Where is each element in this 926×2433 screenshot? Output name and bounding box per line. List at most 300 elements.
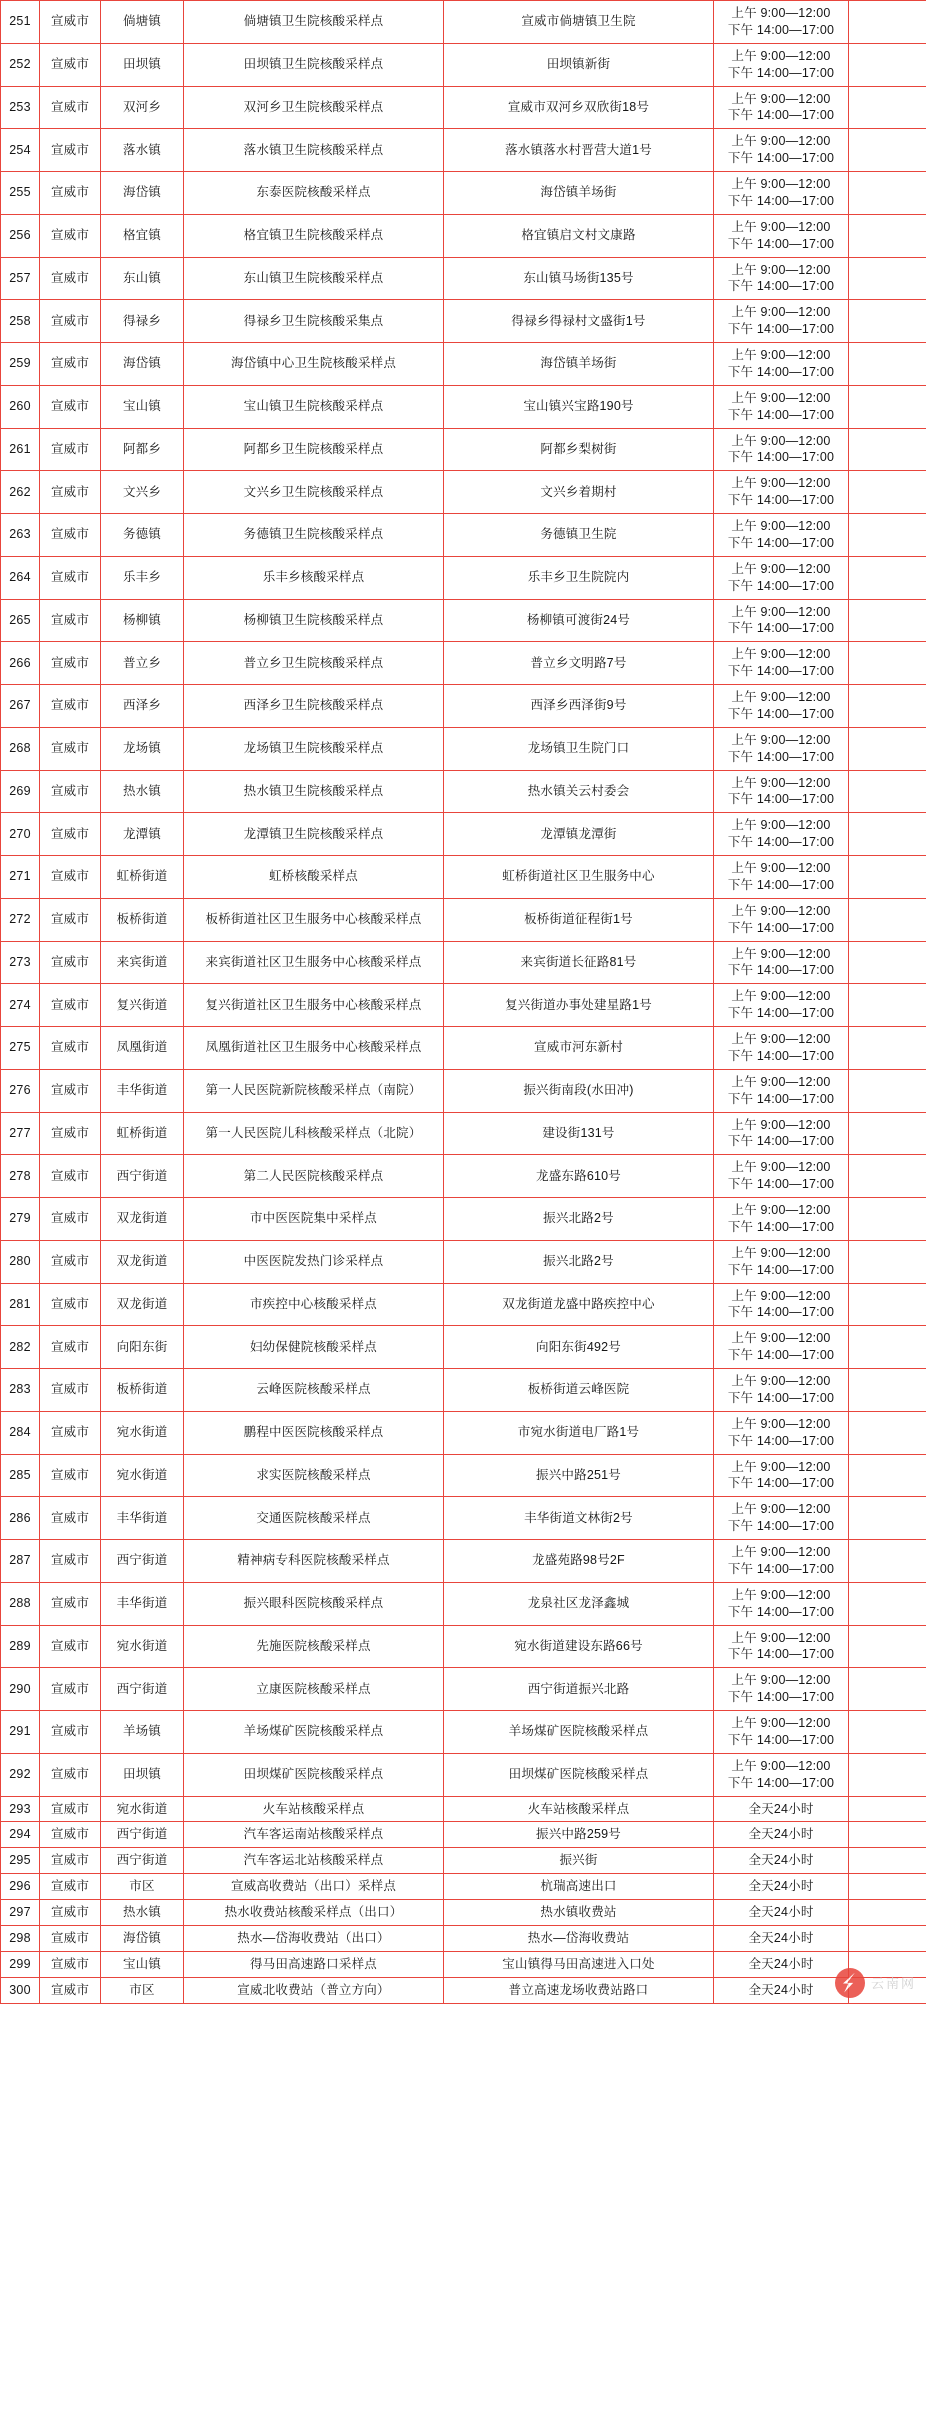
cell-town: 龙场镇 <box>101 727 184 770</box>
cell-note <box>849 1848 926 1874</box>
time-morning: 上午 9:00—12:00 <box>731 1459 831 1474</box>
time-range <box>716 646 846 680</box>
cell-town: 丰华街道 <box>101 1497 184 1540</box>
cell-note <box>849 1283 926 1326</box>
time-range <box>716 817 846 851</box>
time-morning: 上午 9:00—12:00 <box>731 1758 831 1773</box>
cell-index: 259 <box>1 343 40 386</box>
time-afternoon: 下午 14:00—17:00 <box>727 1647 835 1662</box>
cell-time <box>714 1411 849 1454</box>
cell-site-name: 龙潭镇卫生院核酸采样点 <box>184 813 444 856</box>
cell-site-name: 文兴乡卫生院核酸采样点 <box>184 471 444 514</box>
time-morning: 上午 9:00—12:00 <box>731 861 831 875</box>
time-afternoon: 下午 14:00—17:00 <box>727 1305 835 1320</box>
cell-site-name: 市中医医院集中采样点 <box>184 1198 444 1241</box>
cell-town: 海岱镇 <box>101 1925 184 1951</box>
time-morning: 上午 9:00—12:00 <box>731 1374 831 1388</box>
cell-area: 宣威市 <box>40 1454 101 1497</box>
cell-note <box>849 471 926 514</box>
cell-town: 西宁街道 <box>101 1155 184 1198</box>
time-afternoon: 下午 14:00—17:00 <box>727 792 835 807</box>
cell-time <box>714 727 849 770</box>
cell-note <box>849 1668 926 1711</box>
time-morning: 上午 9:00—12:00 <box>731 1203 831 1217</box>
cell-town: 市区 <box>101 1874 184 1900</box>
time-afternoon: 下午 14:00—17:00 <box>727 1348 835 1363</box>
cell-site-name: 乐丰乡核酸采样点 <box>184 556 444 599</box>
cell-address: 振兴中路259号 <box>444 1822 714 1848</box>
time-allday: 全天24小时 <box>748 1956 814 1971</box>
time-afternoon: 下午 14:00—17:00 <box>727 749 835 764</box>
time-afternoon: 下午 14:00—17:00 <box>727 621 835 636</box>
cell-site-name: 求实医院核酸采样点 <box>184 1454 444 1497</box>
time-afternoon: 下午 14:00—17:00 <box>727 1775 835 1790</box>
cell-note <box>849 984 926 1027</box>
time-range <box>716 1159 846 1193</box>
cell-address: 杭瑞高速出口 <box>444 1874 714 1900</box>
cell-town: 文兴乡 <box>101 471 184 514</box>
cell-time <box>714 1454 849 1497</box>
cell-town: 西泽乡 <box>101 685 184 728</box>
time-morning: 上午 9:00—12:00 <box>731 732 831 747</box>
cell-index: 257 <box>1 257 40 300</box>
cell-time <box>714 1069 849 1112</box>
cell-town: 倘塘镇 <box>101 1 184 44</box>
cell-index: 284 <box>1 1411 40 1454</box>
cell-time <box>714 1582 849 1625</box>
cell-address: 田坝煤矿医院核酸采样点 <box>444 1753 714 1796</box>
table-row <box>1 1454 926 1497</box>
time-range <box>716 1630 846 1664</box>
time-afternoon: 下午 14:00—17:00 <box>727 193 835 208</box>
cell-area: 宣威市 <box>40 1497 101 1540</box>
table-row <box>1 1582 926 1625</box>
cell-town: 虹桥街道 <box>101 856 184 899</box>
cell-address: 振兴街南段(水田冲) <box>444 1069 714 1112</box>
time-afternoon: 下午 14:00—17:00 <box>727 151 835 166</box>
time-allday: 全天24小时 <box>748 1930 814 1945</box>
cell-time <box>714 1326 849 1369</box>
table-row <box>1 1326 926 1369</box>
cell-note <box>849 214 926 257</box>
cell-index: 253 <box>1 86 40 129</box>
table-row <box>1 1411 926 1454</box>
cell-note <box>849 1240 926 1283</box>
cell-note <box>849 129 926 172</box>
time-range <box>716 1758 846 1792</box>
cell-note <box>849 172 926 215</box>
time-afternoon: 下午 14:00—17:00 <box>727 1048 835 1063</box>
cell-address: 火车站核酸采样点 <box>444 1796 714 1822</box>
cell-site-name: 得禄乡卫生院核酸采集点 <box>184 300 444 343</box>
time-morning: 上午 9:00—12:00 <box>731 519 831 533</box>
cell-time <box>714 941 849 984</box>
cell-note <box>849 1155 926 1198</box>
cell-time <box>714 1900 849 1926</box>
cell-address: 得禄乡得禄村文盛街1号 <box>444 300 714 343</box>
cell-town: 西宁街道 <box>101 1540 184 1583</box>
time-morning: 上午 9:00—12:00 <box>731 1545 831 1559</box>
time-range <box>716 946 846 980</box>
cell-address: 海岱镇羊场街 <box>444 343 714 386</box>
time-afternoon: 下午 14:00—17:00 <box>727 1519 835 1534</box>
cell-time <box>714 1711 849 1754</box>
cell-town: 龙潭镇 <box>101 813 184 856</box>
cell-address: 宣威市倘塘镇卫生院 <box>444 1 714 44</box>
time-range <box>716 347 846 381</box>
cell-note <box>849 1 926 44</box>
cell-site-name: 格宜镇卫生院核酸采样点 <box>184 214 444 257</box>
table-row <box>1 556 926 599</box>
cell-time <box>714 599 849 642</box>
table-row <box>1 642 926 685</box>
table-row <box>1 172 926 215</box>
cell-time <box>714 1925 849 1951</box>
cell-address: 复兴街道办事处建星路1号 <box>444 984 714 1027</box>
time-range <box>716 176 846 210</box>
cell-index: 275 <box>1 1027 40 1070</box>
cell-site-name: 海岱镇中心卫生院核酸采样点 <box>184 343 444 386</box>
watermark-label: 云南网 <box>870 1976 916 1991</box>
cell-time <box>714 1753 849 1796</box>
time-morning: 上午 9:00—12:00 <box>731 1074 831 1089</box>
cell-town: 宛水街道 <box>101 1625 184 1668</box>
cell-note <box>849 1198 926 1241</box>
cell-address: 普立高速龙场收费站路口 <box>444 1977 714 2003</box>
cell-address: 羊场煤矿医院核酸采样点 <box>444 1711 714 1754</box>
cell-site-name: 热水收费站核酸采样点（出口） <box>184 1900 444 1926</box>
cell-index: 256 <box>1 214 40 257</box>
cell-area: 宣威市 <box>40 1 101 44</box>
cell-area: 宣威市 <box>40 813 101 856</box>
cell-index: 258 <box>1 300 40 343</box>
cell-index: 300 <box>1 1977 40 2003</box>
cell-time <box>714 300 849 343</box>
table-row <box>1 856 926 899</box>
cell-town: 热水镇 <box>101 1900 184 1926</box>
cell-site-name: 精神病专科医院核酸采样点 <box>184 1540 444 1583</box>
cell-area: 宣威市 <box>40 1925 101 1951</box>
cell-address: 来宾街道长征路81号 <box>444 941 714 984</box>
cell-area: 宣威市 <box>40 685 101 728</box>
cell-site-name: 复兴街道社区卫生服务中心核酸采样点 <box>184 984 444 1027</box>
cell-index: 281 <box>1 1283 40 1326</box>
cell-time <box>714 129 849 172</box>
cell-index: 251 <box>1 1 40 44</box>
cell-note <box>849 1874 926 1900</box>
table-row <box>1 1369 926 1412</box>
cell-time <box>714 685 849 728</box>
cell-area: 宣威市 <box>40 1874 101 1900</box>
cell-time <box>714 1874 849 1900</box>
cell-area: 宣威市 <box>40 86 101 129</box>
cell-site-name: 宣威北收费站（普立方向） <box>184 1977 444 2003</box>
time-afternoon: 下午 14:00—17:00 <box>727 1690 835 1705</box>
cell-index: 270 <box>1 813 40 856</box>
table-row <box>1 984 926 1027</box>
cell-site-name: 鹏程中医医院核酸采样点 <box>184 1411 444 1454</box>
cell-time <box>714 1625 849 1668</box>
cell-address: 热水镇关云村委会 <box>444 770 714 813</box>
cell-area: 宣威市 <box>40 1711 101 1754</box>
time-morning: 上午 9:00—12:00 <box>731 818 831 833</box>
cell-note <box>849 1326 926 1369</box>
cell-index: 288 <box>1 1582 40 1625</box>
time-morning: 上午 9:00—12:00 <box>731 1288 831 1303</box>
time-range <box>716 518 846 552</box>
cell-site-name: 第一人民医院儿科核酸采样点（北院） <box>184 1112 444 1155</box>
cell-town: 板桥街道 <box>101 1369 184 1412</box>
table-row <box>1 43 926 86</box>
cell-time <box>714 1951 849 1977</box>
time-range <box>716 475 846 509</box>
cell-area: 宣威市 <box>40 1796 101 1822</box>
cell-site-name: 东泰医院核酸采样点 <box>184 172 444 215</box>
cell-area: 宣威市 <box>40 1411 101 1454</box>
cell-note <box>849 1796 926 1822</box>
cell-address: 文兴乡着期村 <box>444 471 714 514</box>
time-afternoon: 下午 14:00—17:00 <box>727 1091 835 1106</box>
cell-address: 振兴中路251号 <box>444 1454 714 1497</box>
table-row <box>1 1977 926 2003</box>
cell-note <box>849 514 926 557</box>
cell-area: 宣威市 <box>40 856 101 899</box>
table-row <box>1 471 926 514</box>
time-afternoon: 下午 14:00—17:00 <box>727 1561 835 1576</box>
time-afternoon: 下午 14:00—17:00 <box>727 963 835 978</box>
cell-area: 宣威市 <box>40 385 101 428</box>
cell-index: 263 <box>1 514 40 557</box>
cell-address: 热水—岱海收费站 <box>444 1925 714 1951</box>
cell-town: 双龙街道 <box>101 1198 184 1241</box>
cell-address: 丰华街道文林街2号 <box>444 1497 714 1540</box>
cell-index: 265 <box>1 599 40 642</box>
cell-site-name: 田坝镇卫生院核酸采样点 <box>184 43 444 86</box>
cell-town: 海岱镇 <box>101 343 184 386</box>
table-row <box>1 1796 926 1822</box>
cell-time <box>714 1198 849 1241</box>
time-morning: 上午 9:00—12:00 <box>731 91 831 106</box>
cell-area: 宣威市 <box>40 727 101 770</box>
cell-index: 295 <box>1 1848 40 1874</box>
cell-note <box>849 813 926 856</box>
table-row <box>1 1198 926 1241</box>
table-row <box>1 514 926 557</box>
cell-index: 271 <box>1 856 40 899</box>
cell-address: 田坝镇新街 <box>444 43 714 86</box>
cell-site-name: 先施医院核酸采样点 <box>184 1625 444 1668</box>
time-afternoon: 下午 14:00—17:00 <box>727 65 835 80</box>
cell-address: 宛水街道建设东路66号 <box>444 1625 714 1668</box>
time-afternoon: 下午 14:00—17:00 <box>727 664 835 679</box>
cell-address: 普立乡文明路7号 <box>444 642 714 685</box>
cell-address: 振兴北路2号 <box>444 1240 714 1283</box>
cell-site-name: 板桥街道社区卫生服务中心核酸采样点 <box>184 898 444 941</box>
table-row <box>1 1497 926 1540</box>
cell-site-name: 第二人民医院核酸采样点 <box>184 1155 444 1198</box>
cell-town: 市区 <box>101 1977 184 2003</box>
cell-area: 宣威市 <box>40 1848 101 1874</box>
cell-note <box>849 727 926 770</box>
cell-town: 阿都乡 <box>101 428 184 471</box>
time-morning: 上午 9:00—12:00 <box>731 348 831 362</box>
cell-time <box>714 1540 849 1583</box>
cell-note <box>849 385 926 428</box>
cell-town: 宛水街道 <box>101 1796 184 1822</box>
time-afternoon: 下午 14:00—17:00 <box>727 1732 835 1747</box>
table-row <box>1 898 926 941</box>
cell-note <box>849 770 926 813</box>
time-morning: 上午 9:00—12:00 <box>731 305 831 320</box>
cell-address: 西宁街道振兴北路 <box>444 1668 714 1711</box>
cell-note <box>849 43 926 86</box>
cell-index: 264 <box>1 556 40 599</box>
cell-note <box>849 898 926 941</box>
cell-note <box>849 556 926 599</box>
cell-area: 宣威市 <box>40 1822 101 1848</box>
cell-index: 274 <box>1 984 40 1027</box>
cell-address: 宝山镇兴宝路190号 <box>444 385 714 428</box>
cell-index: 268 <box>1 727 40 770</box>
cell-index: 283 <box>1 1369 40 1412</box>
cell-town: 丰华街道 <box>101 1069 184 1112</box>
cell-note <box>849 1069 926 1112</box>
time-range <box>716 1544 846 1578</box>
time-morning: 上午 9:00—12:00 <box>731 134 831 149</box>
time-afternoon: 下午 14:00—17:00 <box>727 1262 835 1277</box>
cell-town: 得禄乡 <box>101 300 184 343</box>
cell-note <box>849 1711 926 1754</box>
cell-area: 宣威市 <box>40 1668 101 1711</box>
cell-time <box>714 1112 849 1155</box>
cell-address: 龙盛东路610号 <box>444 1155 714 1198</box>
cell-note <box>849 1977 926 2003</box>
time-allday: 全天24小时 <box>748 1853 814 1868</box>
time-morning: 上午 9:00—12:00 <box>731 219 831 234</box>
time-range <box>716 1459 846 1493</box>
time-morning: 上午 9:00—12:00 <box>731 989 831 1004</box>
cell-town: 落水镇 <box>101 129 184 172</box>
cell-area: 宣威市 <box>40 1283 101 1326</box>
cell-index: 296 <box>1 1874 40 1900</box>
time-afternoon: 下午 14:00—17:00 <box>727 1006 835 1021</box>
cell-area: 宣威市 <box>40 941 101 984</box>
cell-address: 宝山镇得马田高速进入口处 <box>444 1951 714 1977</box>
time-morning: 上午 9:00—12:00 <box>731 1117 831 1132</box>
time-morning: 上午 9:00—12:00 <box>731 1587 831 1602</box>
cell-note <box>849 1027 926 1070</box>
cell-site-name: 田坝煤矿医院核酸采样点 <box>184 1753 444 1796</box>
cell-town: 普立乡 <box>101 642 184 685</box>
cell-area: 宣威市 <box>40 1027 101 1070</box>
time-range <box>716 262 846 296</box>
time-morning: 上午 9:00—12:00 <box>731 1416 831 1431</box>
cell-town: 双龙街道 <box>101 1283 184 1326</box>
cell-site-name: 汽车客运北站核酸采样点 <box>184 1848 444 1874</box>
cell-site-name: 倘塘镇卫生院核酸采样点 <box>184 1 444 44</box>
cell-address: 落水镇落水村晋营大道1号 <box>444 129 714 172</box>
time-morning: 上午 9:00—12:00 <box>731 903 831 918</box>
time-morning: 上午 9:00—12:00 <box>731 177 831 191</box>
table-row <box>1 941 926 984</box>
cell-time <box>714 1369 849 1412</box>
time-range <box>716 1288 846 1322</box>
time-morning: 上午 9:00—12:00 <box>731 1502 831 1517</box>
cell-time <box>714 1 849 44</box>
cell-address: 板桥街道云峰医院 <box>444 1369 714 1412</box>
cell-address: 虹桥街道社区卫生服务中心 <box>444 856 714 899</box>
cell-site-name: 振兴眼科医院核酸采样点 <box>184 1582 444 1625</box>
cell-time <box>714 1848 849 1874</box>
time-afternoon: 下午 14:00—17:00 <box>727 407 835 422</box>
cell-note <box>849 1497 926 1540</box>
table-row <box>1 1069 926 1112</box>
cell-site-name: 妇幼保健院核酸采样点 <box>184 1326 444 1369</box>
cell-note <box>849 1753 926 1796</box>
cell-site-name: 阿都乡卫生院核酸采样点 <box>184 428 444 471</box>
table-row <box>1 1711 926 1754</box>
cell-area: 宣威市 <box>40 43 101 86</box>
cell-time <box>714 214 849 257</box>
time-morning: 上午 9:00—12:00 <box>731 561 831 576</box>
cell-address: 建设街131号 <box>444 1112 714 1155</box>
table-row <box>1 1027 926 1070</box>
cell-address: 热水镇收费站 <box>444 1900 714 1926</box>
cell-site-name: 中医医院发热门诊采样点 <box>184 1240 444 1283</box>
table-row <box>1 599 926 642</box>
cell-address: 振兴北路2号 <box>444 1198 714 1241</box>
cell-note <box>849 86 926 129</box>
cell-index: 291 <box>1 1711 40 1754</box>
cell-index: 294 <box>1 1822 40 1848</box>
cell-site-name: 羊场煤矿医院核酸采样点 <box>184 1711 444 1754</box>
time-allday: 全天24小时 <box>748 1879 814 1894</box>
cell-town: 虹桥街道 <box>101 1112 184 1155</box>
cell-note <box>849 941 926 984</box>
cell-site-name: 第一人民医院新院核酸采样点（南院） <box>184 1069 444 1112</box>
time-morning: 上午 9:00—12:00 <box>731 48 831 63</box>
table-row <box>1 1925 926 1951</box>
table-row <box>1 1155 926 1198</box>
table-row <box>1 1283 926 1326</box>
table-row <box>1 257 926 300</box>
table-row <box>1 428 926 471</box>
cell-address: 龙盛苑路98号2F <box>444 1540 714 1583</box>
time-morning: 上午 9:00—12:00 <box>731 390 831 405</box>
time-morning: 上午 9:00—12:00 <box>731 1331 831 1346</box>
time-range <box>716 1330 846 1364</box>
cell-index: 298 <box>1 1925 40 1951</box>
time-afternoon: 下午 14:00—17:00 <box>727 1476 835 1491</box>
cell-town: 丰华街道 <box>101 1582 184 1625</box>
cell-site-name: 西泽乡卫生院核酸采样点 <box>184 685 444 728</box>
time-range <box>716 1245 846 1279</box>
cell-index: 272 <box>1 898 40 941</box>
cell-area: 宣威市 <box>40 514 101 557</box>
time-afternoon: 下午 14:00—17:00 <box>727 535 835 550</box>
cell-address: 龙场镇卫生院门口 <box>444 727 714 770</box>
cell-site-name: 汽车客运南站核酸采样点 <box>184 1822 444 1848</box>
cell-site-name: 双河乡卫生院核酸采样点 <box>184 86 444 129</box>
cell-time <box>714 1822 849 1848</box>
cell-address: 乐丰乡卫生院院内 <box>444 556 714 599</box>
cell-address: 格宜镇启文村文康路 <box>444 214 714 257</box>
cell-town: 格宜镇 <box>101 214 184 257</box>
cell-time <box>714 514 849 557</box>
cell-index: 277 <box>1 1112 40 1155</box>
cell-address: 双龙街道龙盛中路疾控中心 <box>444 1283 714 1326</box>
cell-site-name: 得马田高速路口采样点 <box>184 1951 444 1977</box>
